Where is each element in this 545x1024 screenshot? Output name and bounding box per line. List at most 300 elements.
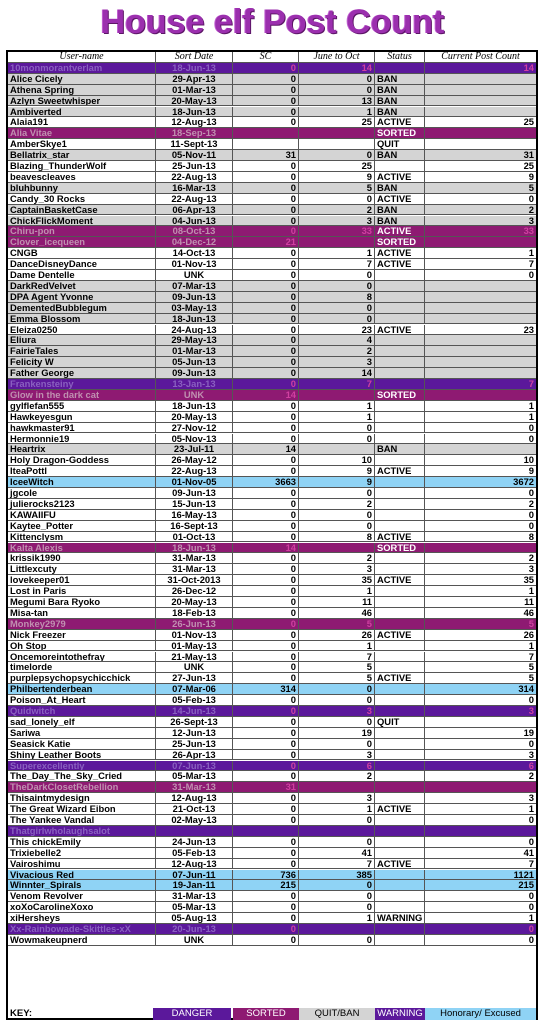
cell-current-post-count: 11 — [425, 597, 536, 608]
cell-status — [375, 368, 425, 379]
table-row[interactable] — [8, 335, 536, 346]
cell-sort-date: 03-May-13 — [156, 303, 233, 314]
table-row[interactable] — [8, 401, 536, 412]
cell-sc: 0 — [233, 815, 299, 826]
cell-sc: 0 — [233, 96, 299, 107]
cell-june-to-oct: 5 — [299, 619, 375, 630]
cell-username: purplepsychopsychicchick — [8, 673, 156, 684]
table-row[interactable] — [8, 292, 536, 303]
cell-current-post-count: 2 — [425, 205, 536, 216]
cell-sort-date: 25-Jun-13 — [156, 739, 233, 750]
cell-june-to-oct: 5 — [299, 183, 375, 194]
cell-june-to-oct: 0 — [299, 837, 375, 848]
cell-sort-date: 20-May-13 — [156, 412, 233, 423]
cell-sc — [233, 826, 299, 837]
cell-status: BAN — [375, 150, 425, 161]
cell-current-post-count: 25 — [425, 161, 536, 172]
cell-current-post-count: 314 — [425, 684, 536, 695]
cell-current-post-count — [425, 85, 536, 96]
table-row[interactable] — [8, 128, 536, 139]
table-row[interactable] — [8, 684, 536, 695]
cell-status — [375, 401, 425, 412]
cell-sc: 0 — [233, 902, 299, 913]
table-row[interactable] — [8, 739, 536, 750]
table-row[interactable] — [8, 183, 536, 194]
header-current-post-count[interactable]: Current Post Count — [425, 52, 536, 63]
table-row[interactable] — [8, 924, 536, 935]
cell-sort-date: UNK — [156, 662, 233, 673]
cell-current-post-count: 0 — [425, 521, 536, 532]
cell-june-to-oct: 0 — [299, 521, 375, 532]
cell-current-post-count: 31 — [425, 150, 536, 161]
table-row[interactable] — [8, 902, 536, 913]
cell-current-post-count: 23 — [425, 325, 536, 336]
table-row[interactable] — [8, 804, 536, 815]
cell-june-to-oct: 7 — [299, 379, 375, 390]
cell-username: Eliura — [8, 335, 156, 346]
key-warning: WARNING — [375, 1008, 425, 1020]
cell-june-to-oct: 0 — [299, 150, 375, 161]
table-row[interactable] — [8, 553, 536, 564]
table-row[interactable] — [8, 412, 536, 423]
cell-status — [375, 455, 425, 466]
cell-username: jgcole — [8, 488, 156, 499]
table-row[interactable] — [8, 325, 536, 336]
cell-status — [375, 750, 425, 761]
cell-sc: 14 — [233, 390, 299, 401]
cell-username: bluhbunny — [8, 183, 156, 194]
cell-sort-date: 05-Nov-11 — [156, 150, 233, 161]
cell-status: SORTED — [375, 390, 425, 401]
cell-current-post-count — [425, 107, 536, 118]
post-count-table — [6, 50, 538, 1020]
cell-username: Hermonnie19 — [8, 434, 156, 445]
cell-sort-date — [156, 826, 233, 837]
cell-current-post-count: 19 — [425, 728, 536, 739]
cell-sort-date: 21-May-13 — [156, 652, 233, 663]
cell-status — [375, 510, 425, 521]
cell-current-post-count: 7 — [425, 379, 536, 390]
cell-username: Alaia191 — [8, 117, 156, 128]
cell-current-post-count: 14 — [425, 63, 536, 74]
table-row[interactable] — [8, 303, 536, 314]
cell-current-post-count — [425, 237, 536, 248]
cell-current-post-count: 25 — [425, 117, 536, 128]
page-title: House elf Post Count — [100, 3, 445, 41]
cell-username: Athena Spring — [8, 85, 156, 96]
cell-status — [375, 837, 425, 848]
cell-sort-date: 07-Mar-13 — [156, 281, 233, 292]
table-row[interactable] — [8, 281, 536, 292]
cell-sc: 0 — [233, 194, 299, 205]
cell-june-to-oct: 2 — [299, 499, 375, 510]
cell-sc: 0 — [233, 346, 299, 357]
table-row[interactable] — [8, 619, 536, 630]
cell-sort-date: 05-Feb-13 — [156, 848, 233, 859]
table-row[interactable] — [8, 259, 536, 270]
cell-status — [375, 739, 425, 750]
cell-sc — [233, 139, 299, 150]
cell-status: ACTIVE — [375, 259, 425, 270]
cell-current-post-count — [425, 543, 536, 554]
cell-status — [375, 423, 425, 434]
cell-june-to-oct: 0 — [299, 815, 375, 826]
table-row[interactable] — [8, 423, 536, 434]
cell-sc: 21 — [233, 237, 299, 248]
table-row[interactable] — [8, 172, 536, 183]
cell-username: TheDarkClosetRebellion — [8, 782, 156, 793]
cell-status — [375, 346, 425, 357]
table-row[interactable] — [8, 793, 536, 804]
cell-status: ACTIVE — [375, 466, 425, 477]
table-row[interactable] — [8, 761, 536, 772]
cell-sc: 0 — [233, 695, 299, 706]
table-row[interactable] — [8, 510, 536, 521]
table-row[interactable] — [8, 161, 536, 172]
table-row[interactable] — [8, 728, 536, 739]
cell-sc: 14 — [233, 444, 299, 455]
cell-status: BAN — [375, 205, 425, 216]
cell-current-post-count — [425, 292, 536, 303]
cell-username: Philbertenderbean — [8, 684, 156, 695]
cell-status: BAN — [375, 96, 425, 107]
table-row[interactable] — [8, 270, 536, 281]
header-sc[interactable]: SC — [233, 52, 299, 63]
cell-status — [375, 281, 425, 292]
cell-status — [375, 870, 425, 881]
cell-sc: 0 — [233, 172, 299, 183]
table-row[interactable] — [8, 837, 536, 848]
table-row[interactable] — [8, 237, 536, 248]
cell-username: Megumi Bara Ryoko — [8, 597, 156, 608]
table-row[interactable] — [8, 357, 536, 368]
cell-current-post-count: 0 — [425, 924, 536, 935]
cell-status — [375, 477, 425, 488]
cell-current-post-count: 2 — [425, 499, 536, 510]
cell-june-to-oct: 8 — [299, 292, 375, 303]
cell-sort-date: 20-May-13 — [156, 597, 233, 608]
cell-current-post-count: 41 — [425, 848, 536, 859]
cell-status — [375, 521, 425, 532]
cell-sort-date: 01-Oct-13 — [156, 532, 233, 543]
cell-sc: 0 — [233, 401, 299, 412]
cell-sc: 0 — [233, 913, 299, 924]
cell-username: Winnter_Spirals — [8, 880, 156, 891]
cell-june-to-oct: 23 — [299, 325, 375, 336]
table-row[interactable] — [8, 96, 536, 107]
table-row[interactable] — [8, 575, 536, 586]
cell-june-to-oct: 5 — [299, 662, 375, 673]
cell-status — [375, 564, 425, 575]
cell-sort-date: 31-Oct-2013 — [156, 575, 233, 586]
cell-status — [375, 891, 425, 902]
cell-sc: 0 — [233, 575, 299, 586]
table-row[interactable] — [8, 139, 536, 150]
cell-current-post-count — [425, 314, 536, 325]
cell-username: timelorde — [8, 662, 156, 673]
cell-sc: 0 — [233, 248, 299, 259]
cell-june-to-oct: 0 — [299, 281, 375, 292]
table-row[interactable] — [8, 608, 536, 619]
table-row[interactable] — [8, 586, 536, 597]
table-row[interactable] — [8, 248, 536, 259]
cell-sort-date: UNK — [156, 270, 233, 281]
cell-sort-date: 19-Jan-11 — [156, 880, 233, 891]
cell-sort-date: 31-Mar-13 — [156, 564, 233, 575]
table-row[interactable] — [8, 706, 536, 717]
cell-sort-date: 02-May-13 — [156, 815, 233, 826]
cell-sc: 0 — [233, 662, 299, 673]
cell-sort-date: 22-Aug-13 — [156, 194, 233, 205]
cell-username: Littlexcuty — [8, 564, 156, 575]
cell-june-to-oct: 0 — [299, 935, 375, 946]
cell-status — [375, 499, 425, 510]
cell-status: ACTIVE — [375, 532, 425, 543]
cell-username: Heartrix — [8, 444, 156, 455]
cell-sc: 0 — [233, 630, 299, 641]
table-row[interactable] — [8, 107, 536, 118]
cell-june-to-oct: 9 — [299, 466, 375, 477]
cell-current-post-count: 3672 — [425, 477, 536, 488]
table-row[interactable] — [8, 913, 536, 924]
table-row[interactable] — [8, 750, 536, 761]
table-row[interactable] — [8, 880, 536, 891]
table-row[interactable] — [8, 826, 536, 837]
table-row[interactable] — [8, 226, 536, 237]
cell-june-to-oct: 26 — [299, 630, 375, 641]
cell-current-post-count — [425, 96, 536, 107]
cell-june-to-oct: 3 — [299, 357, 375, 368]
cell-username: Chiru-pon — [8, 226, 156, 237]
cell-sort-date: 26-May-12 — [156, 455, 233, 466]
cell-status — [375, 706, 425, 717]
table-row[interactable] — [8, 543, 536, 554]
cell-june-to-oct: 14 — [299, 368, 375, 379]
cell-current-post-count — [425, 444, 536, 455]
cell-username: Azlyn Sweetwhisper — [8, 96, 156, 107]
cell-username: hawkmaster91 — [8, 423, 156, 434]
cell-june-to-oct: 13 — [299, 96, 375, 107]
cell-username: Ambiverted — [8, 107, 156, 118]
cell-username: Quidwitch — [8, 706, 156, 717]
cell-sc: 0 — [233, 63, 299, 74]
cell-username: Felicity W — [8, 357, 156, 368]
table-row[interactable] — [8, 641, 536, 652]
cell-current-post-count — [425, 303, 536, 314]
cell-sc: 0 — [233, 303, 299, 314]
cell-current-post-count — [425, 368, 536, 379]
cell-june-to-oct: 1 — [299, 913, 375, 924]
table-row[interactable] — [8, 859, 536, 870]
cell-sc: 0 — [233, 74, 299, 85]
table-row[interactable] — [8, 815, 536, 826]
key-quit-ban: QUIT/BAN — [299, 1008, 375, 1020]
cell-sc: 0 — [233, 935, 299, 946]
table-row[interactable] — [8, 499, 536, 510]
cell-current-post-count: 0 — [425, 488, 536, 499]
cell-username: Thatgirlwholaughsalot — [8, 826, 156, 837]
cell-sc: 14 — [233, 543, 299, 554]
cell-sort-date: 29-May-13 — [156, 335, 233, 346]
table-row[interactable] — [8, 194, 536, 205]
cell-june-to-oct — [299, 543, 375, 554]
cell-sc: 0 — [233, 761, 299, 772]
table-row[interactable] — [8, 717, 536, 728]
cell-username: CaptainBasketCase — [8, 205, 156, 216]
cell-sc: 0 — [233, 553, 299, 564]
table-row[interactable] — [8, 314, 536, 325]
cell-status — [375, 292, 425, 303]
header-status[interactable]: Status — [375, 52, 425, 63]
table-row[interactable] — [8, 870, 536, 881]
table-row[interactable] — [8, 390, 536, 401]
cell-june-to-oct: 11 — [299, 597, 375, 608]
cell-sc: 0 — [233, 183, 299, 194]
table-row[interactable] — [8, 216, 536, 227]
table-row[interactable] — [8, 771, 536, 782]
table-row[interactable] — [8, 346, 536, 357]
table-row[interactable] — [8, 521, 536, 532]
cell-sc: 0 — [233, 325, 299, 336]
cell-username: IceeWitch — [8, 477, 156, 488]
cell-current-post-count: 10 — [425, 455, 536, 466]
cell-sort-date: 27-Jun-13 — [156, 673, 233, 684]
cell-sc: 0 — [233, 161, 299, 172]
cell-current-post-count — [425, 390, 536, 401]
cell-username: Glow in the dark cat — [8, 390, 156, 401]
table-row[interactable] — [8, 935, 536, 946]
cell-june-to-oct: 41 — [299, 848, 375, 859]
header-sort-date[interactable]: Sort Date — [156, 52, 233, 63]
table-row[interactable] — [8, 564, 536, 575]
cell-sc: 0 — [233, 739, 299, 750]
cell-sc: 0 — [233, 85, 299, 96]
table-row[interactable] — [8, 205, 536, 216]
cell-june-to-oct: 0 — [299, 902, 375, 913]
cell-status: ACTIVE — [375, 575, 425, 586]
table-row[interactable] — [8, 891, 536, 902]
cell-sort-date: 09-Jun-13 — [156, 292, 233, 303]
cell-current-post-count: 0 — [425, 270, 536, 281]
cell-username: Xx-Rainbowade-Skittles-xX — [8, 924, 156, 935]
cell-status — [375, 434, 425, 445]
cell-username: AmberSkye1 — [8, 139, 156, 150]
cell-sort-date: 18-Feb-13 — [156, 608, 233, 619]
table-row[interactable] — [8, 652, 536, 663]
cell-sort-date: 25-Jun-13 — [156, 161, 233, 172]
cell-sort-date: 01-Nov-13 — [156, 630, 233, 641]
cell-status: ACTIVE — [375, 194, 425, 205]
table-row[interactable] — [8, 434, 536, 445]
cell-sort-date: 05-Mar-13 — [156, 902, 233, 913]
cell-current-post-count: 0 — [425, 423, 536, 434]
cell-username: Eleiza0250 — [8, 325, 156, 336]
cell-username: Kittenclysm — [8, 532, 156, 543]
cell-sort-date: 05-Nov-13 — [156, 434, 233, 445]
table-row[interactable] — [8, 782, 536, 793]
cell-sc — [233, 128, 299, 139]
table-row[interactable] — [8, 532, 536, 543]
cell-sc: 0 — [233, 357, 299, 368]
key-danger: DANGER — [153, 1008, 231, 1020]
cell-current-post-count — [425, 139, 536, 150]
cell-sc: 0 — [233, 728, 299, 739]
table-row[interactable] — [8, 150, 536, 161]
cell-sc: 0 — [233, 499, 299, 510]
cell-sc: 0 — [233, 771, 299, 782]
cell-june-to-oct: 9 — [299, 172, 375, 183]
table-row[interactable] — [8, 597, 536, 608]
cell-status — [375, 782, 425, 793]
table-row[interactable] — [8, 117, 536, 128]
cell-sc: 0 — [233, 641, 299, 652]
table-row[interactable] — [8, 63, 536, 74]
table-row[interactable] — [8, 630, 536, 641]
cell-current-post-count: 1 — [425, 401, 536, 412]
cell-june-to-oct: 0 — [299, 510, 375, 521]
key-sorted: SORTED — [233, 1008, 299, 1020]
table-row[interactable] — [8, 74, 536, 85]
cell-current-post-count — [425, 357, 536, 368]
cell-current-post-count — [425, 782, 536, 793]
table-row[interactable] — [8, 379, 536, 390]
cell-june-to-oct: 0 — [299, 695, 375, 706]
cell-sc: 0 — [233, 412, 299, 423]
cell-current-post-count: 5 — [425, 673, 536, 684]
header-june-to-oct[interactable]: June to Oct — [299, 52, 375, 63]
cell-sc: 0 — [233, 117, 299, 128]
cell-current-post-count: 7 — [425, 652, 536, 663]
cell-sc: 314 — [233, 684, 299, 695]
cell-june-to-oct: 25 — [299, 161, 375, 172]
cell-status — [375, 902, 425, 913]
cell-june-to-oct — [299, 826, 375, 837]
cell-june-to-oct: 4 — [299, 335, 375, 346]
table-row[interactable] — [8, 466, 536, 477]
table-row[interactable] — [8, 848, 536, 859]
cell-sc: 0 — [233, 586, 299, 597]
cell-status — [375, 641, 425, 652]
table-row[interactable] — [8, 85, 536, 96]
cell-current-post-count: 9 — [425, 172, 536, 183]
table-header-row — [8, 52, 536, 63]
table-row[interactable] — [8, 444, 536, 455]
table-row[interactable] — [8, 695, 536, 706]
cell-current-post-count: 7 — [425, 859, 536, 870]
cell-username: krissik1990 — [8, 553, 156, 564]
cell-username: Father George — [8, 368, 156, 379]
table-row[interactable] — [8, 477, 536, 488]
header-username[interactable]: User-name — [8, 52, 156, 63]
cell-current-post-count — [425, 346, 536, 357]
table-row[interactable] — [8, 662, 536, 673]
cell-current-post-count: 0 — [425, 434, 536, 445]
cell-june-to-oct: 0 — [299, 85, 375, 96]
cell-username: Trixiebelle2 — [8, 848, 156, 859]
table-row[interactable] — [8, 488, 536, 499]
cell-current-post-count: 0 — [425, 510, 536, 521]
cell-june-to-oct: 3 — [299, 216, 375, 227]
cell-username: The Yankee Vandal — [8, 815, 156, 826]
table-row[interactable] — [8, 673, 536, 684]
cell-current-post-count — [425, 281, 536, 292]
table-row[interactable] — [8, 455, 536, 466]
cell-sort-date: 18-Jun-13 — [156, 314, 233, 325]
table-row[interactable] — [8, 368, 536, 379]
cell-username: Nick Freezer — [8, 630, 156, 641]
cell-sort-date: 29-Apr-13 — [156, 74, 233, 85]
cell-username: Monkey2979 — [8, 619, 156, 630]
